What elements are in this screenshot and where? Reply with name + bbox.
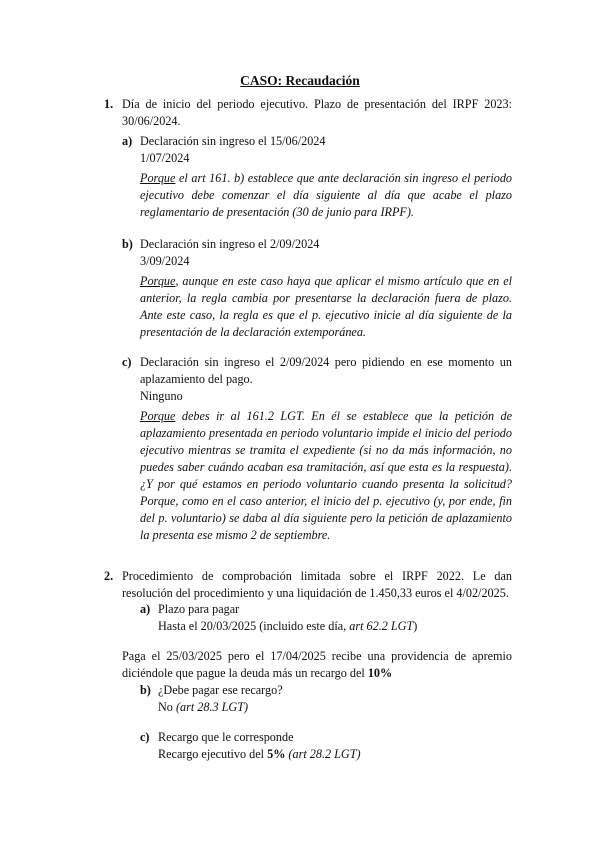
q2-paragraph-bold: 10% <box>367 666 393 680</box>
q2-paragraph <box>122 648 512 682</box>
q1-c-letter: c) <box>122 355 132 369</box>
q1-a-porque: Porque <box>140 171 176 185</box>
q1-b-porque: Porque <box>140 274 176 288</box>
q2-c-statement: Recargo que le corresponde <box>158 730 294 744</box>
q2-c-letter: c) <box>140 730 150 744</box>
q2-c-answer-bold: 5% <box>267 747 286 761</box>
q2-a-answer <box>158 618 512 635</box>
q2-c-answer-text: Recargo ejecutivo del <box>158 747 268 761</box>
q1-c-porque: Porque <box>140 409 176 423</box>
q2-a-letter: a) <box>140 602 151 616</box>
q1-a-explanation <box>140 170 512 221</box>
page-title: CASO: Recaudación <box>240 73 360 88</box>
q2-c-ref: (art 28.2 LGT) <box>285 747 361 761</box>
q1-b-answer: 3/09/2024 <box>140 254 190 268</box>
q1-c-explanation <box>140 408 512 544</box>
q2-b-answer <box>158 699 512 716</box>
q2-b-answer-text: No <box>158 700 176 714</box>
q1-a-answer: 1/07/2024 <box>140 151 190 165</box>
q2-b-letter: b) <box>140 683 151 697</box>
q1-a-letter: a) <box>122 134 133 148</box>
q1-b-explanation <box>140 273 512 341</box>
q2-b-statement: ¿Debe pagar ese recargo? <box>158 683 283 697</box>
q2-c-answer <box>158 746 512 763</box>
q2-a-statement: Plazo para pagar <box>158 602 240 616</box>
q2-a-answer-text: Hasta el 20/03/2025 (incluido este día, <box>158 619 350 633</box>
q1-a-statement: Declaración sin ingreso el 15/06/2024 <box>140 134 326 148</box>
q1-b-explanation-text: , aunque en este caso haya que aplicar el mismo artículo que en el anterior, la regla cambia por presentarse la declaración fuera de plazo. Ante este caso, la regla es que el p. ejecutivo inicie al día siguiente de la presentación de la declaración extemporánea. <box>140 274 512 339</box>
q1-a-explanation-text: el art 161. b) establece que ante declaración sin ingreso el periodo ejecutivo debe comenzar el día siguiente al día que acabe el plazo reglamentario de presentación (30 de junio para IRPF). <box>140 171 512 219</box>
q2-paragraph-text: Paga el 25/03/2025 pero el 17/04/2025 recibe una providencia de apremio diciéndole que pague la deuda más un recargo del <box>122 649 512 680</box>
q2-a-ref: art 62.2 LGT <box>349 619 414 633</box>
question-1-text: Día de inicio del periodo ejecutivo. Plazo de presentación del IRPF 2023: 30/06/2024. <box>122 97 512 128</box>
q1-b-letter: b) <box>122 237 133 251</box>
q2-a-close: ) <box>413 619 418 633</box>
question-2-text: Procedimiento de comprobación limitada sobre el IRPF 2022. Le dan resolución del procedimiento y una liquidación de 1.450,33 euros el 4/02/2025. <box>122 569 512 600</box>
q1-c-statement: Declaración sin ingreso el 2/09/2024 pero pidiendo en ese momento un aplazamiento del pago. <box>140 355 512 386</box>
q1-c-answer: Ninguno <box>140 389 183 403</box>
q1-c-explanation-text: debes ir al 161.2 LGT. En él se establece que la petición de aplazamiento presentada en periodo voluntario impide el inicio del periodo ejecutivo mientras se tramita el expediente (si no da más información, no puedes saber cuándo acaban esa tramitación, así que esta es la respuesta). ¿Y por qué estamos en periodo voluntario cuando presenta la solicitud? Porque, como en el caso anterior, el inicio del p. ejecutivo (y, por ende, fin del p. voluntario) se daba al día siguiente pero la petición de aplazamiento la presenta ese mismo 2 de septiembre. <box>140 409 512 542</box>
question-2-number: 2. <box>104 569 114 583</box>
q1-b-statement: Declaración sin ingreso el 2/09/2024 <box>140 237 320 251</box>
question-1-number: 1. <box>104 97 114 111</box>
q2-b-ref: (art 28.3 LGT) <box>175 700 249 714</box>
